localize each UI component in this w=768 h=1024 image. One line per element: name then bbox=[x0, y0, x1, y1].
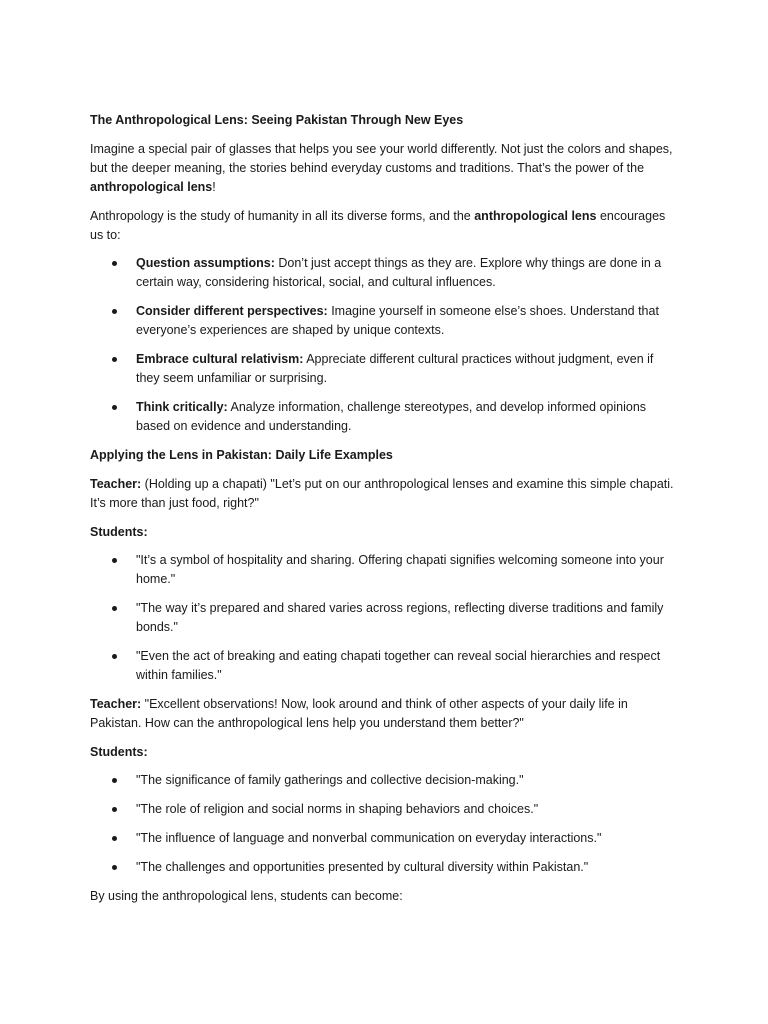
document-title: The Anthropological Lens: Seeing Pakistan Through New Eyes bbox=[90, 113, 464, 127]
bullet-icon bbox=[112, 807, 117, 812]
definition-end: encourages us to: bbox=[90, 209, 666, 242]
principles-list bbox=[90, 254, 680, 436]
list-item bbox=[90, 858, 680, 877]
intro-text: Imagine a special pair of glasses that helps you see your world differently. Not just the colors and shapes, but the deeper meaning, the stories behind everyday customs and traditions. That’s the power of the bbox=[90, 142, 673, 175]
definition-bold-term: anthropological lens bbox=[474, 209, 597, 223]
principle-text: Don’t just accept things as they are. Explore why things are done in a certain way, considering historical, social, and cultural influences. bbox=[136, 256, 662, 289]
list-item bbox=[90, 551, 680, 589]
students-responses-1 bbox=[90, 551, 680, 685]
bullet-icon bbox=[112, 309, 117, 314]
intro-end: ! bbox=[212, 180, 216, 194]
principle-text: Appreciate different cultural practices without judgment, even if they seem unfamiliar or surprising. bbox=[136, 352, 654, 385]
principle-label: Think critically: bbox=[136, 400, 228, 414]
closing-paragraph: By using the anthropological lens, students can become: bbox=[90, 889, 403, 903]
list-item bbox=[90, 647, 680, 685]
teacher-line-2 bbox=[90, 695, 680, 733]
bullet-icon bbox=[112, 836, 117, 841]
students-label-2 bbox=[90, 743, 680, 762]
speaker-text: (Holding up a chapati) "Let’s put on our anthropological lenses and examine this simple chapati. It’s more than just food, right?" bbox=[90, 477, 674, 510]
student-quote: "The role of religion and social norms in shaping behaviors and choices." bbox=[136, 802, 539, 816]
teacher-line-1 bbox=[90, 475, 680, 513]
student-quote: "Even the act of breaking and eating chapati together can reveal social hierarchies and respect within families." bbox=[136, 649, 661, 682]
bullet-icon bbox=[112, 778, 117, 783]
student-quote: "The influence of language and nonverbal communication on everyday interactions." bbox=[136, 831, 602, 845]
students-responses-2 bbox=[90, 771, 680, 877]
intro-bold-term: anthropological lens bbox=[90, 180, 213, 194]
students-label-1 bbox=[90, 523, 680, 542]
bullet-icon bbox=[112, 865, 117, 870]
document-body bbox=[90, 111, 680, 916]
bullet-icon bbox=[112, 405, 117, 410]
bullet-icon bbox=[112, 654, 117, 659]
section-heading-text: Applying the Lens in Pakistan: Daily Life Examples bbox=[90, 448, 393, 462]
principle-label: Question assumptions: bbox=[136, 256, 275, 270]
bullet-icon bbox=[112, 261, 117, 266]
principle-label: Embrace cultural relativism: bbox=[136, 352, 304, 366]
intro-paragraph bbox=[90, 140, 680, 197]
speaker-label: Teacher: bbox=[90, 697, 142, 711]
speaker-label: Teacher: bbox=[90, 477, 142, 491]
section-heading bbox=[90, 446, 680, 465]
principle-label: Consider different perspectives: bbox=[136, 304, 328, 318]
definition-paragraph bbox=[90, 207, 680, 245]
principle-text: Analyze information, challenge stereotypes, and develop informed opinions based on evidence and understanding. bbox=[136, 400, 647, 433]
speaker-label: Students: bbox=[90, 745, 148, 759]
list-item bbox=[90, 302, 680, 340]
student-quote: "The challenges and opportunities presented by cultural diversity within Pakistan." bbox=[136, 860, 589, 874]
list-item bbox=[90, 254, 680, 292]
list-item bbox=[90, 800, 680, 819]
speaker-text: "Excellent observations! Now, look around and think of other aspects of your daily life in Pakistan. How can the anthropological lens help you understand them better?" bbox=[90, 697, 628, 730]
list-item bbox=[90, 350, 680, 388]
speaker-label: Students: bbox=[90, 525, 148, 539]
bullet-icon bbox=[112, 357, 117, 362]
student-quote: "It’s a symbol of hospitality and sharing. Offering chapati signifies welcoming someone into your home." bbox=[136, 553, 664, 586]
list-item bbox=[90, 599, 680, 637]
student-quote: "The significance of family gatherings and collective decision-making." bbox=[136, 773, 524, 787]
bullet-icon bbox=[112, 558, 117, 563]
principle-text: Imagine yourself in someone else’s shoes. Understand that everyone’s experiences are shaped by unique contexts. bbox=[136, 304, 659, 337]
list-item bbox=[90, 398, 680, 436]
list-item bbox=[90, 829, 680, 848]
list-item bbox=[90, 771, 680, 790]
bullet-icon bbox=[112, 606, 117, 611]
student-quote: "The way it’s prepared and shared varies across regions, reflecting diverse traditions and family bonds." bbox=[136, 601, 664, 634]
definition-text: Anthropology is the study of humanity in all its diverse forms, and the bbox=[90, 209, 475, 223]
